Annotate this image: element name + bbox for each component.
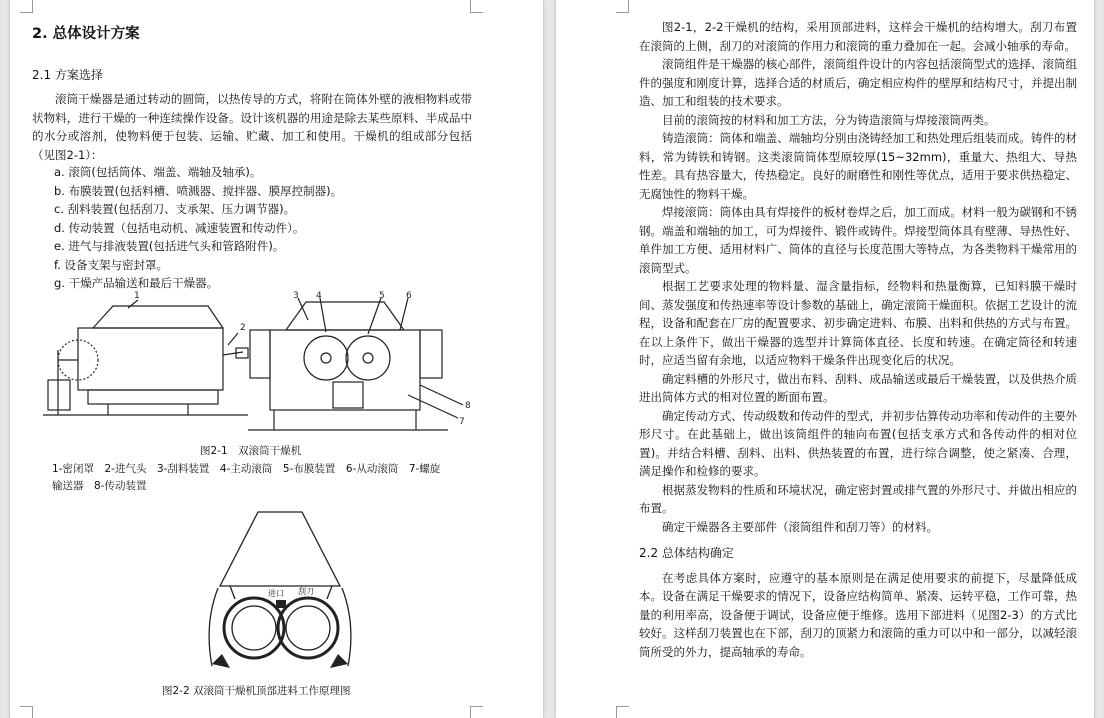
figure-label: 进口	[268, 589, 284, 598]
paragraph: 滚筒干燥器是通过转动的圆筒，以热传导的方式，将附在筒体外壁的液相物料或带状物料，进行干燥的一种连续操作设备。设计该机器的用途是除去某些原料、半成品中的水分或溶剂，使物料便于包装、运输、贮藏、加工和使用。干燥机的组成部分包括（见图2-1）：	[32, 92, 472, 162]
paragraph: 铸造滚筒：筒体和端盖、端轴均分别由浇铸经加工和热处理后组装而成。铸件的材料，常为铸铁和铸钢。这类滚筒筒体型原较厚(15~32mm)，重量大、热组大、导热性差。具有热容量大，传热稳定。良好的耐磨性和刚性等优点，适用于要求供热稳定、无腐蚀性的物料干燥。	[639, 131, 1077, 201]
subsection-heading: 2.2 总体结构确定	[639, 546, 734, 560]
callout-label: 3	[293, 291, 299, 301]
crop-mark	[470, 0, 483, 13]
callout-label: 8	[465, 401, 471, 411]
crop-mark	[20, 0, 33, 13]
crop-mark	[20, 706, 33, 718]
figure-caption: 图2-1 双滚筒干燥机	[200, 445, 302, 457]
figure-legend-line: 1-密闭罩 2-进气头 3-刮料装置 4-主动滚筒 5-布膜装置 6-从动滚筒 7-螺旋	[52, 463, 441, 475]
paragraph: 根据工艺要求处理的物料量、湿含量指标，经物料和热量衡算，已知料膜干燥时间、蒸发强度和传热速率等设计参数的基础上，确定滚筒干燥面积。依据工艺设计的流程，设备和配套在厂房的配置要求、初步确定进料、布膜、出料和供热的方式与布置。在以上条件下，做出干燥器的选型并计算筒体直径、长度和转速。在确定筒径和转速时，应适当留有余地，以适应物料干燥条件出现变化后的状况。	[639, 279, 1077, 367]
paragraph: 焊接滚筒：筒体由具有焊接件的板材卷焊之后，加工而成。材料一般为碳钢和不锈钢。端盖和端轴的加工，可为焊接件、锻件或铸件。焊接型筒体具有壁薄、导热性好、单件加工方便、适用材料广、筒体的直径与长度范围大等特点，为各类物料干燥常用的滚筒型式。	[639, 205, 1077, 275]
paragraph: 目前的滚筒按的材料和加工方法，分为铸造滚筒与焊接滚筒两类。	[662, 112, 996, 127]
list-item: d. 传动装置（包括电动机、减速装置和传动件）。	[54, 220, 305, 235]
list-item: f. 设备支架与密封罩。	[54, 257, 169, 272]
paragraph: 确定干燥器各主要部件（滚筒组件和刮刀等）的材料。	[662, 519, 938, 534]
paragraph: 图2-1，2-2干燥机的结构，采用顶部进料，这样会干燥机的结构增大。刮刀布置在滚筒的上侧，刮刀的对滚筒的作用力和滚筒的重力叠加在一起。会减小轴承的寿命。	[639, 20, 1077, 53]
list-item: c. 刮料装置(包括刮刀、支承架、压力调节器)。	[54, 202, 296, 216]
figure-legend	[52, 461, 482, 495]
callout-label: 6	[406, 291, 412, 301]
figure-label: 刮刀	[298, 587, 314, 596]
paragraph: 滚筒组件是干燥器的核心部件，滚筒组件设计的内容包括滚筒型式的选择、滚筒组件的强度和刚度计算，选择合适的材质后，确定相应构件的壁厚和结构尺寸，并提出制造、加工和组装的技术要求。	[639, 57, 1077, 108]
callout-label: 2	[240, 323, 246, 333]
component-list	[54, 163, 342, 293]
figure-2-2-drawing	[200, 504, 360, 676]
list-item: a. 滚筒(包括筒体、端盖、端轴及轴承)。	[54, 165, 262, 179]
body-text	[639, 18, 1077, 661]
figure-2-1-drawing	[38, 290, 478, 440]
callout-label: 1	[134, 291, 140, 301]
document-page-left	[10, 0, 543, 718]
subsection-heading: 2.1 方案选择	[32, 68, 103, 82]
callout-label: 7	[459, 417, 465, 427]
paragraph: 确定料槽的外形尺寸，做出布料、刮料、成品输送或最后干燥装置，以及供热介质进出筒体方式的相对位置的断面布置。	[639, 371, 1077, 404]
body-text	[32, 90, 472, 164]
list-item: g. 干燥产品输送和最后干燥器。	[54, 276, 219, 290]
paragraph: 根据蒸发物料的性质和环境状况，确定密封置或排气置的外形尺寸、并做出相应的布置。	[639, 482, 1077, 515]
callout-label: 5	[379, 291, 385, 301]
figure-caption: 图2-2 双滚筒干燥机顶部进料工作原理图	[162, 685, 351, 697]
crop-mark	[616, 706, 629, 718]
paragraph: 在考虑具体方案时，应遵守的基本原则是在满足使用要求的前提下，尽量降低成本。设备在满足干燥要求的情况下，设备应结构简单、紧凑、运转平稳，工作可靠，热量的利用率高，设备便于调试，设备应便于维修。选用下部进料（见图2-3）的方式比较好。这样刮刀装置也在下部，刮刀的顶紧力和滚筒的重力可以中和一部分，以减轻滚筒所受的外力，提高轴承的寿命。	[639, 570, 1077, 659]
callout-label: 4	[316, 291, 322, 301]
paragraph: 确定传动方式、传动级数和传动件的型式，并初步估算传动功率和传动件的主要外形尺寸。在此基础上，做出该筒组件的轴向布置(包括支承方式和各传动件的相对位置)。并结合料槽、刮料、出料、供热装置的布置，进行综合调整，使之紧凑、合理，满足操作和检修的要求。	[639, 408, 1077, 478]
list-item: b. 布膜装置(包括料槽、喷溅器、搅拌器、膜厚控制器)。	[54, 183, 343, 198]
crop-mark	[470, 706, 483, 718]
section-heading: 2. 总体设计方案	[32, 26, 140, 42]
figure-legend-line: 输送器 8-传动装置	[52, 480, 147, 492]
crop-mark	[616, 0, 629, 13]
list-item: e. 进气与排液装置(包括进气头和管路附件)。	[54, 239, 285, 253]
document-page-right	[556, 0, 1094, 718]
